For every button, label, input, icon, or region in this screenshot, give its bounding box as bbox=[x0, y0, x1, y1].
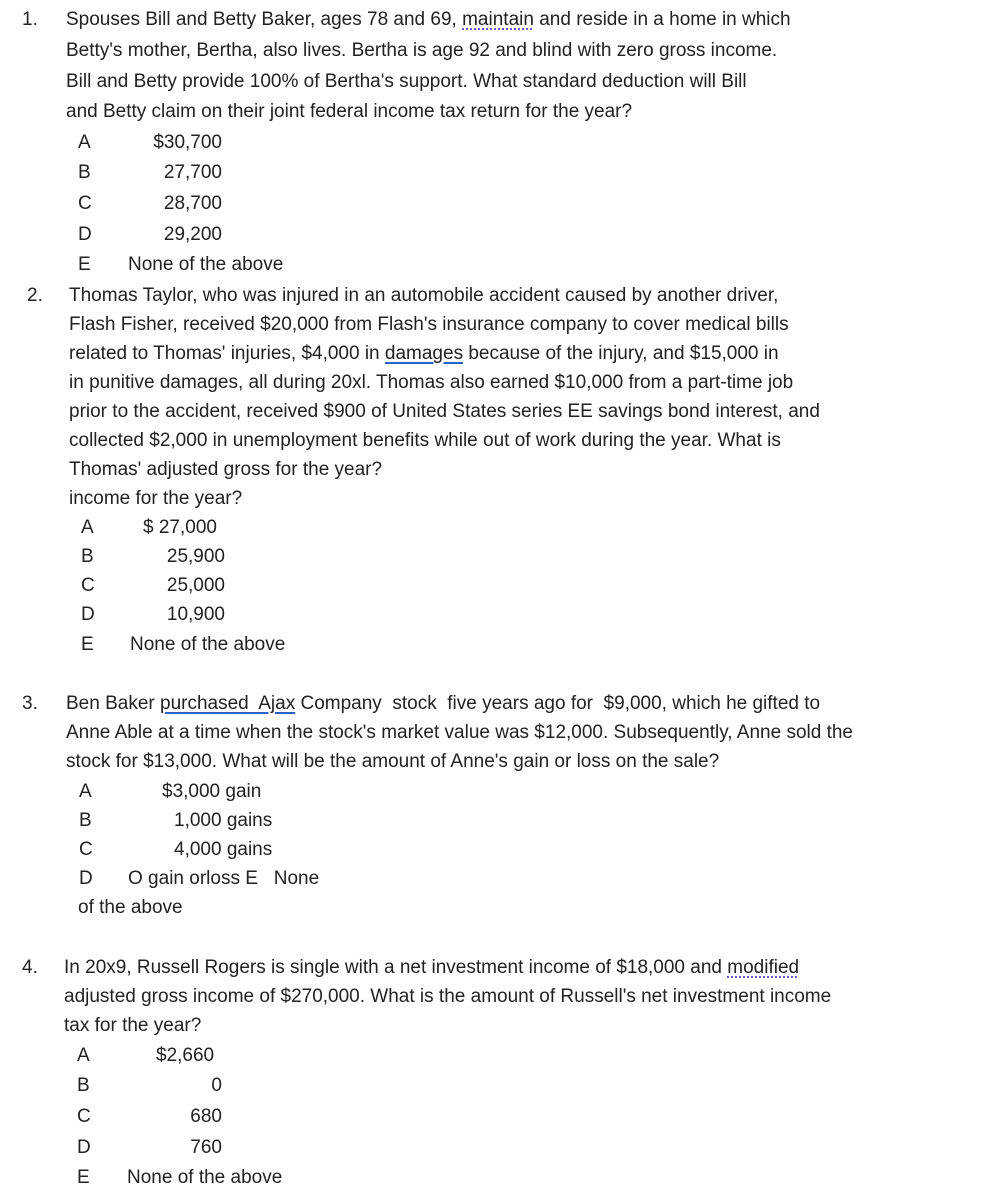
option-letter: C bbox=[79, 839, 93, 860]
option-letter: C bbox=[78, 193, 92, 214]
option-text: $ 27,000 bbox=[143, 517, 217, 538]
question-line: stock for $13,000. What will be the amount of Anne's gain or loss on the sale? bbox=[66, 751, 720, 772]
spellcheck-word: modified bbox=[727, 957, 800, 978]
question-line: prior to the accident, received $900 of United States series EE savings bond interest, and bbox=[69, 401, 820, 422]
question-line bbox=[69, 343, 779, 365]
option-letter: D bbox=[78, 224, 92, 245]
text-segment: Spouses Bill and Betty Baker, ages 78 and 69, bbox=[66, 9, 463, 30]
question-line: Flash Fisher, received $20,000 from Flash's insurance company to cover medical bills bbox=[69, 314, 789, 335]
text-segment: and reside in a home in which bbox=[533, 9, 791, 30]
option-letter: E bbox=[77, 1167, 90, 1188]
spellcheck-word: maintain bbox=[462, 9, 534, 30]
question-number: 4. bbox=[22, 957, 38, 978]
option-letter: A bbox=[77, 1045, 90, 1066]
option-text: None of the above bbox=[130, 634, 286, 655]
option-text: 4,000 gains bbox=[174, 839, 273, 860]
option-text: 27,700 bbox=[163, 162, 222, 183]
question-line: Anne Able at a time when the stock's market value was $12,000. Subsequently, Anne sold the bbox=[66, 722, 853, 743]
question-line: Thomas' adjusted gross for the year? bbox=[69, 459, 383, 480]
option-letter: A bbox=[79, 781, 92, 802]
option-letter: B bbox=[78, 162, 91, 183]
option-text: 10,900 bbox=[166, 604, 225, 625]
option-text: 28,700 bbox=[163, 193, 222, 214]
question-line bbox=[64, 957, 799, 979]
option-text: $2,660 bbox=[156, 1045, 215, 1066]
option-letter: C bbox=[81, 575, 95, 596]
option-text: 680 bbox=[190, 1106, 222, 1127]
question-line: Bill and Betty provide 100% of Bertha's support. What standard deduction will Bill bbox=[66, 71, 747, 92]
option-text: 760 bbox=[190, 1137, 222, 1158]
option-text: $30,700 bbox=[153, 132, 222, 153]
text-segment: Company stock five years ago for $9,000, which he gifted to bbox=[295, 693, 821, 714]
option-letter: A bbox=[78, 132, 91, 153]
option-text: $3,000 gain bbox=[162, 781, 262, 802]
option-letter: B bbox=[79, 810, 92, 831]
option-text: 25,000 bbox=[166, 575, 225, 596]
option-text: 25,900 bbox=[166, 546, 225, 567]
question-line bbox=[66, 693, 820, 715]
text-segment: related to Thomas' injuries, $4,000 in bbox=[69, 343, 385, 364]
question-line: tax for the year? bbox=[64, 1015, 202, 1036]
text-segment: Ben Baker bbox=[66, 693, 160, 714]
option-text: O gain orloss E None bbox=[128, 868, 320, 889]
option-continuation: of the above bbox=[78, 897, 183, 918]
hyperlink-word[interactable]: damages bbox=[384, 343, 464, 364]
question-line: income for the year? bbox=[69, 488, 243, 509]
option-letter: E bbox=[78, 254, 91, 275]
option-text: None of the above bbox=[128, 254, 284, 275]
option-letter: D bbox=[81, 604, 95, 625]
option-letter: C bbox=[77, 1106, 91, 1127]
option-text: None of the above bbox=[127, 1167, 283, 1188]
question-line: collected $2,000 in unemployment benefits while out of work during the year. What is bbox=[69, 430, 781, 451]
option-text: 0 bbox=[211, 1075, 222, 1096]
option-letter: E bbox=[81, 634, 94, 655]
question-line: Betty's mother, Bertha, also lives. Bertha is age 92 and blind with zero gross income. bbox=[66, 40, 778, 61]
option-text: 1,000 gains bbox=[174, 810, 273, 831]
question-line bbox=[66, 9, 791, 31]
question-number: 2. bbox=[27, 285, 43, 306]
option-letter: A bbox=[81, 517, 94, 538]
question-number: 3. bbox=[22, 693, 38, 714]
option-letter: D bbox=[77, 1137, 91, 1158]
option-text: 29,200 bbox=[163, 224, 222, 245]
text-segment: because of the injury, and $15,000 in bbox=[463, 343, 779, 364]
question-line: in punitive damages, all during 20xl. Thomas also earned $10,000 from a part-time job bbox=[69, 372, 794, 393]
option-letter: D bbox=[79, 868, 93, 889]
option-letter: B bbox=[77, 1075, 90, 1096]
text-segment: In 20x9, Russell Rogers is single with a net investment income of $18,000 and bbox=[64, 957, 728, 978]
question-number: 1. bbox=[22, 9, 38, 30]
question-line: Thomas Taylor, who was injured in an automobile accident caused by another driver, bbox=[69, 285, 779, 306]
question-line: and Betty claim on their joint federal income tax return for the year? bbox=[66, 101, 633, 122]
option-letter: B bbox=[81, 546, 94, 567]
question-line: adjusted gross income of $270,000. What is the amount of Russell's net investment income bbox=[64, 986, 832, 1007]
hyperlink-word[interactable]: purchased Ajax bbox=[160, 693, 296, 714]
